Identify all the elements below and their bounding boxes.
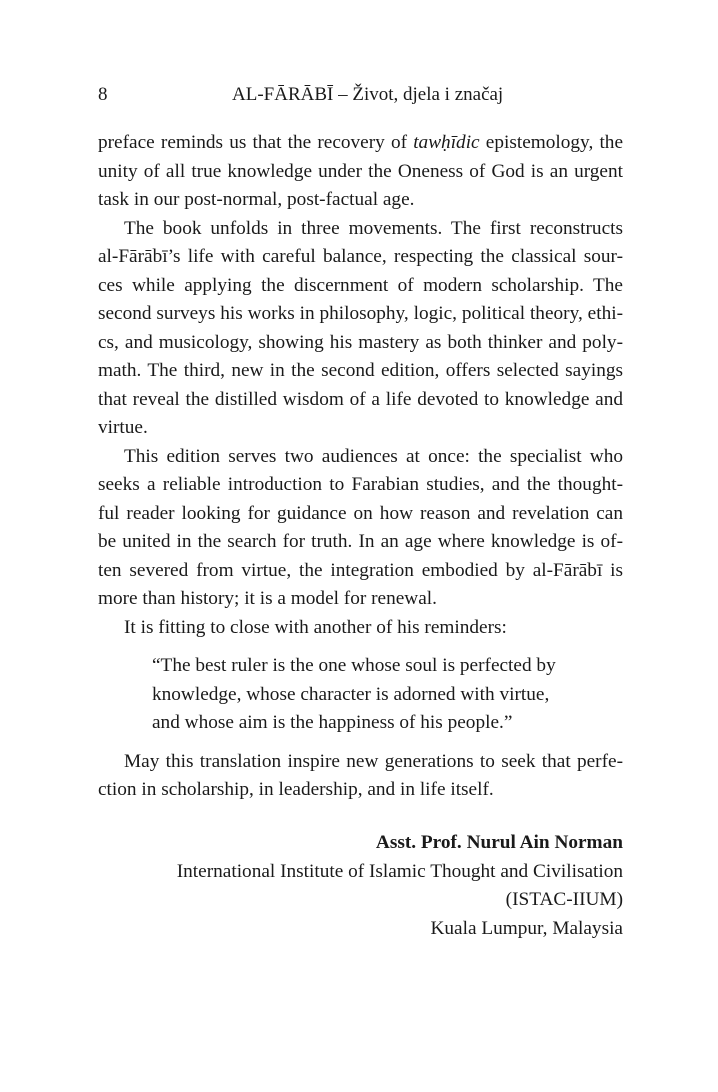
running-head: [98, 83, 623, 107]
text-line: be united in the search for truth. In an age where knowledge is of-: [98, 531, 623, 552]
italic-term: tawḥīdic: [413, 132, 480, 153]
author-location: Kuala Lumpur, Malaysia: [430, 917, 623, 939]
paragraph-closing-wish: [98, 748, 623, 805]
text-line: ten severed from virtue, the integration embodied by al-Fārābī is: [98, 559, 623, 581]
text-line: It is fitting to close with another of his reminders:: [124, 616, 507, 638]
text-line: ces while applying the discernment of modern scholarship. The: [98, 274, 623, 296]
text-line: more than history; it is a model for renewal.: [98, 588, 437, 609]
text-line: that reveal the distilled wisdom of a life devoted to knowledge and: [98, 388, 623, 410]
text-line: cs, and musicology, showing his mastery as both thinker and poly-: [98, 331, 623, 353]
text-line: seeks a reliable introduction to Farabian studies, and the thought-: [98, 474, 623, 495]
quote-line: knowledge, whose character is adorned with virtue,: [152, 683, 550, 705]
body-text: [98, 129, 623, 805]
text-fragment: epistemology, the: [479, 132, 623, 153]
author-institution: International Institute of Islamic Thought and Civilisation: [176, 860, 623, 882]
paragraph-two-audiences: [98, 443, 623, 614]
text-line: al-Fārābī’s life with careful balance, respecting the classical sour-: [98, 246, 623, 267]
quote-line: and whose aim is the happiness of his people.”: [152, 712, 513, 733]
block-quote: [98, 652, 572, 738]
paragraph-preface-continuation: [98, 129, 623, 215]
signature-block: [103, 829, 623, 943]
running-title: AL-FĀRĀBĪ – Život, djela i značaj: [232, 84, 504, 105]
text-line: task in our post-normal, post-factual age.: [98, 189, 415, 210]
text-line: ction in scholarship, in leadership, and in life itself.: [98, 779, 494, 800]
text-line: This edition serves two audiences at once: the specialist who: [124, 445, 623, 467]
text-line: unity of all true knowledge under the Oneness of God is an urgent: [98, 160, 623, 182]
text-line: virtue.: [98, 417, 148, 438]
paragraph-three-movements: [98, 215, 623, 443]
text-line: The book unfolds in three movements. The first reconstructs: [124, 217, 623, 239]
text-fragment: preface reminds us that the recovery of: [98, 132, 414, 153]
paragraph-closing-intro: [98, 614, 623, 643]
author-institution-abbreviation: (ISTAC-IIUM): [505, 889, 623, 910]
text-line: May this translation inspire new generations to seek that perfe-: [124, 750, 623, 772]
author-name: Asst. Prof. Nurul Ain Norman: [375, 832, 623, 853]
text-line: second surveys his works in philosophy, logic, political theory, ethi-: [98, 303, 623, 324]
text-line: math. The third, new in the second edition, offers selected sayings: [98, 360, 623, 381]
text-line: ful reader looking for guidance on how reason and revelation can: [98, 502, 623, 524]
text-line: [98, 129, 623, 158]
quote-line: “The best ruler is the one whose soul is perfected by: [152, 655, 556, 676]
page-number: 8: [98, 84, 108, 105]
